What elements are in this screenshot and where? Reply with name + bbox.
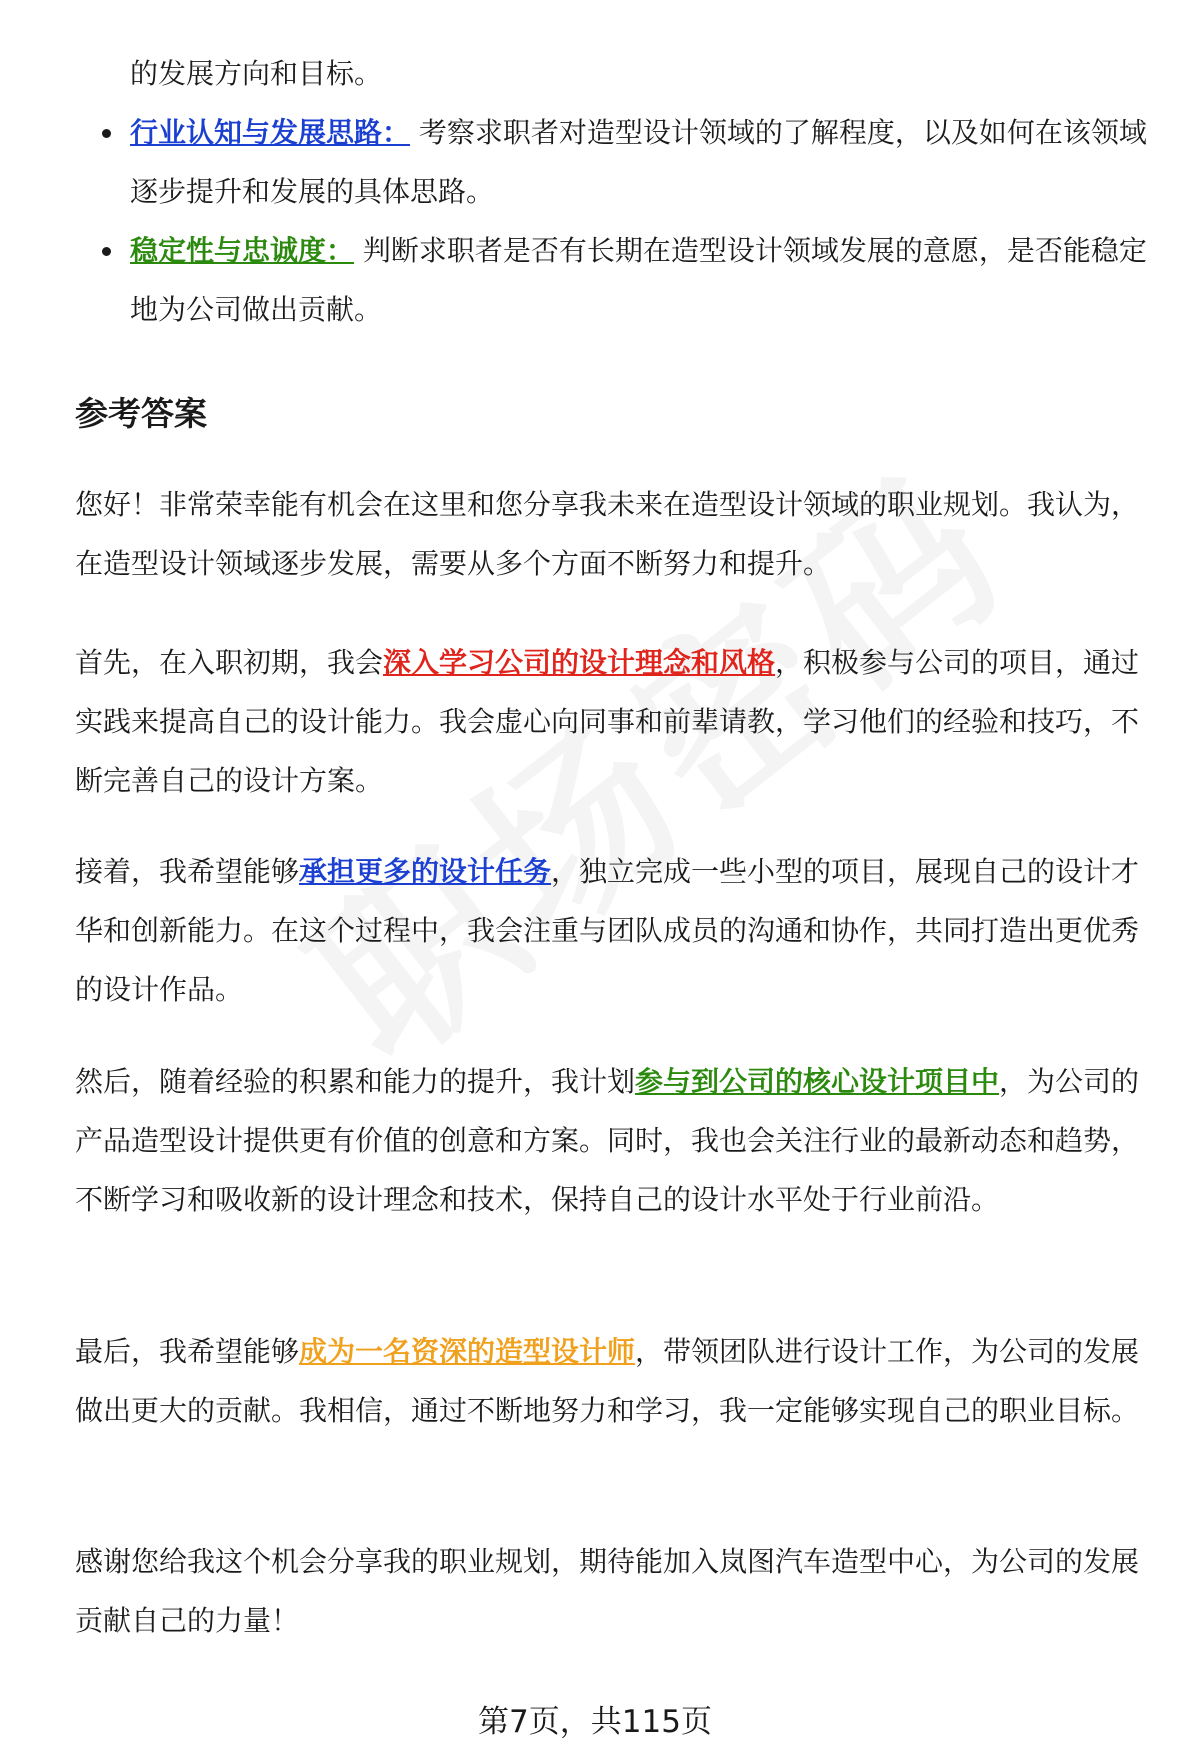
paragraph-text: 接着，我希望能够承担更多的设计任务，独立完成一些小型的项目，展现自己的设计才华和创新能力。在这个过程中，我会注重与团队成员的沟通和协作，共同打造出更优秀的设计作品。: [75, 855, 1140, 1006]
highlight-phrase: 深入学习公司的设计理念和风格: [383, 646, 776, 679]
paragraph-text: 然后，随着经验的积累和能力的提升，我计划参与到公司的核心设计项目中，为公司的产品造型设计提供更有价值的创意和方案。同时，我也会关注行业的最新动态和趋势，不断学习和吸收新的设计理念和技术，保持自己的设计水平处于行业前沿。: [75, 1065, 1140, 1216]
evaluation-point: [75, 103, 1165, 221]
question-analysis: [75, 44, 1165, 339]
highlight-phrase: 参与到公司的核心设计项目中: [635, 1065, 1000, 1098]
answer-paragraph-5: [75, 1322, 1165, 1440]
evaluation-point: [75, 221, 1165, 339]
highlight-phrase: 成为一名资深的造型设计师: [299, 1335, 636, 1368]
paragraph-text: 首先，在入职初期，我会深入学习公司的设计理念和风格，积极参与公司的项目，通过实践来提高自己的设计能力。我会虚心向同事和前辈请教，学习他们的经验和技巧，不断完善自己的设计方案。: [75, 646, 1140, 797]
evaluation-text: 判断求职者是否有长期在造型设计领域发展的意愿，是否能稳定地为公司做出贡献。: [130, 234, 1147, 326]
answer-paragraph-4: [75, 1052, 1165, 1229]
paragraph-text: 最后，我希望能够成为一名资深的造型设计师，带领团队进行设计工作，为公司的发展做出更大的贡献。我相信，通过不断地努力和学习，我一定能够实现自己的职业目标。: [75, 1335, 1140, 1427]
page-number: 第7页，共115页: [478, 1704, 712, 1740]
intro-tail: 的发展方向和目标。: [130, 57, 383, 90]
answer-paragraph-3: [75, 842, 1165, 1019]
evaluation-text: 考察求职者对造型设计领域的了解程度，以及如何在该领域逐步提升和发展的具体思路。: [130, 116, 1147, 208]
paragraph-text: 感谢您给我这个机会分享我的职业规划，期待能加入岚图汽车造型中心，为公司的发展贡献自己的力量！: [75, 1545, 1140, 1637]
evaluation-term: 稳定性与忠诚度：: [130, 234, 355, 267]
answer-paragraph-6: [75, 1532, 1165, 1650]
answer-paragraph-1: [75, 475, 1165, 593]
answer-paragraph-2: [75, 633, 1165, 810]
highlight-phrase: 承担更多的设计任务: [299, 855, 552, 888]
paragraph-text: 您好！非常荣幸能有机会在这里和您分享我未来在造型设计领域的职业规划。我认为，在造型设计领域逐步发展，需要从多个方面不断努力和提升。: [75, 488, 1140, 580]
section-title: 参考答案: [75, 394, 207, 433]
evaluation-term: 行业认知与发展思路：: [130, 116, 411, 149]
evaluation-points-list: [75, 103, 1165, 339]
